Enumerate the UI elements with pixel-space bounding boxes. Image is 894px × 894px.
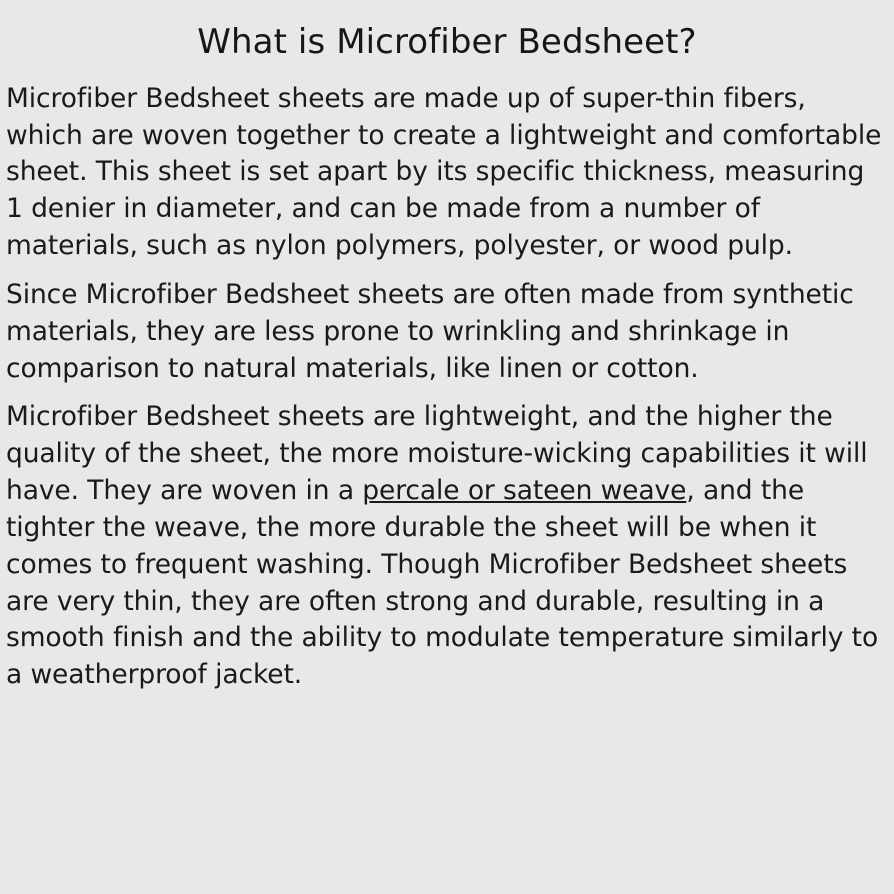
paragraph-synthetic-materials: Since Microfiber Bedsheet sheets are often made from synthetic materials, they are less prone to wrinkling and shrinkage in comparison to natural materials, like linen or cotton. (6, 278, 854, 384)
page-title: What is Microfiber Bedsheet? (197, 22, 697, 62)
paragraph-weave-durability (6, 399, 888, 694)
paragraph-definition: Microfiber Bedsheet sheets are made up of super-thin fibers, which are woven together to create a lightweight and comfortable sheet. This sheet is set apart by its specific thickness, measuring 1 denier in diameter, and can be made from a number of materials, such as nylon polymers, polyester, or wood pulp. (6, 82, 882, 262)
paragraph-weave-text-before-link: Microfiber Bedsheet sheets are lightweight, and the higher the quality of the sheet, the more moisture-wicking capabilities it will have. They are woven in a (6, 401, 868, 507)
percale-sateen-weave-link[interactable]: percale or sateen weave (362, 475, 687, 507)
paragraph-weave-text-after-link: , and the tighter the weave, the more durable the sheet will be when it comes to frequent washing. Though Microfiber Bedsheet sheets are very thin, they are often strong and durable, resulting in a smooth finish and the ability to modulate temperature similarly to a weatherproof jacket. (6, 475, 879, 691)
